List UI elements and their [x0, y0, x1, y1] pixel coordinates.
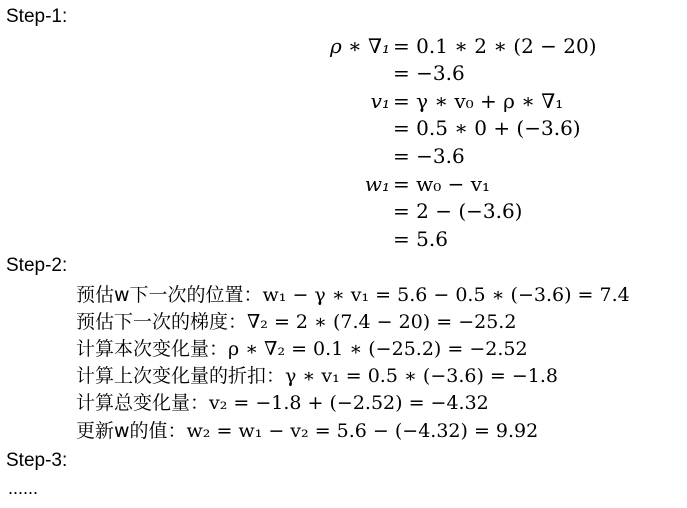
step2-heading: Step-2: [6, 255, 68, 276]
step2-label: 计算本次变化量： [76, 338, 229, 360]
step2-label: 更新w的值： [76, 420, 187, 442]
step2-label: 预估下一次的梯度： [76, 311, 248, 333]
equation-rhs: = 5.6 [393, 227, 448, 251]
step2-expression: ∇₂ = 2 ∗ (7.4 − 20) = −25.2 [247, 311, 517, 333]
equation-rhs: = γ ∗ v₀ + ρ ∗ ∇₁ [393, 89, 564, 113]
equation-rhs: = 0.1 ∗ 2 ∗ (2 − 20) [393, 34, 597, 58]
step2-expression: w₁ − γ ∗ v₁ = 5.6 − 0.5 ∗ (−3.6) = 7.4 [262, 284, 630, 306]
step2-label: 计算上次变化量的折扣： [76, 365, 286, 387]
step2-label: 预估w下一次的位置： [76, 284, 263, 306]
equation-rhs: = 0.5 ∗ 0 + (−3.6) [393, 116, 581, 140]
equation-lhs: v₁ [370, 89, 390, 113]
equation-lhs: ρ ∗ ∇₁ [329, 34, 390, 58]
step2-expression: ρ ∗ ∇₂ = 0.1 ∗ (−25.2) = −2.52 [228, 338, 528, 360]
step2-expression: w₂ = w₁ − v₂ = 5.6 − (−4.32) = 9.92 [186, 420, 539, 442]
step2-line [76, 391, 489, 415]
equation-rhs: = −3.6 [393, 144, 465, 168]
step2-label: 计算总变化量： [76, 392, 210, 414]
step2-line [76, 419, 538, 443]
step2-line [76, 337, 528, 361]
step3-heading: Step-3: [6, 450, 68, 471]
step2-expression: v₂ = −1.8 + (−2.52) = −4.32 [209, 392, 489, 414]
step2-line [76, 310, 516, 334]
step2-line [76, 364, 558, 388]
step2-expression: γ ∗ v₁ = 0.5 ∗ (−3.6) = −1.8 [285, 365, 559, 387]
step2-line [76, 283, 630, 307]
equation-lhs: w₁ [364, 172, 390, 196]
equation-rhs: = w₀ − v₁ [393, 172, 491, 196]
ellipsis: ...... [8, 478, 39, 498]
equation-rhs: = −3.6 [393, 61, 465, 85]
equation-rhs: = 2 − (−3.6) [393, 199, 523, 223]
step1-heading: Step-1: [6, 6, 68, 27]
